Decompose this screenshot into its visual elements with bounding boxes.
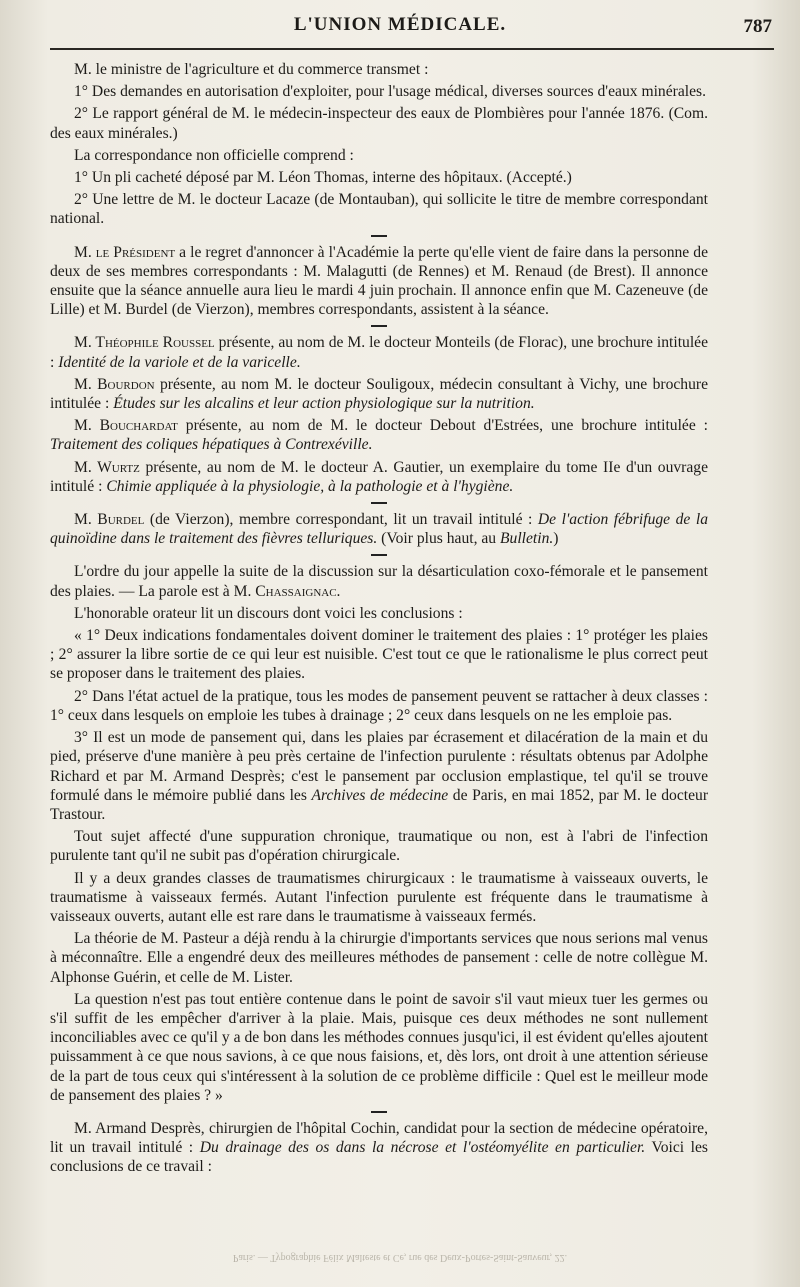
speaker-name: M. Wurtz	[74, 458, 140, 476]
paragraph	[50, 458, 708, 496]
paragraph	[50, 510, 708, 548]
reference-title: Bulletin.	[500, 530, 554, 548]
paragraph: 2° Le rapport général de M. le médecin-inspecteur des eaux de Plombières pour l'année 1876. (Com. des eaux minérales.)	[50, 105, 708, 142]
bleed-through-imprint: Paris. — Typographie Félix Malteste et Ce, rue des Deux-Portes-Saint-Sauveur, 22.	[232, 1252, 568, 1263]
paragraph-text: 3° Il est un mode de pansement qui, dans les plaies par écrasement et dilacération de la main et du pied, préserve d'une manière à peu près certaine de l'infection purulente : résultats obtenus par Adolphe Richard et par M. Armand Desprès; c'est le pansement par occlusion emplastique, tel qu'il se trouve formulé dans le mémoire publié dans les	[50, 729, 708, 804]
paragraph: La question n'est pas tout entière contenue dans le point de savoir s'il vaut mieux tuer les germes ou s'il suffit de les empêcher d'arriver à la plaie. Mais, puisque ces deux méthodes ne sont nullement inconciliables avec ce qu'il y a de bon dans les méthodes connues jusqu'ici, il est évident qu'elles ajoutent puissamment à ce que nous savions, à ce que nous faisions, et, dès lors, ont droit à une attention sérieuse de la part de tous ceux qui s'intéressent à la solution de ce problème difficile : Quel est le meilleur mode de pansement des plaies ? »	[50, 990, 708, 1104]
paragraph: La théorie de M. Pasteur a déjà rendu à la chirurgie d'importants services que nous serions mal venus à méconnaître. Elle a engendré deux des meilleures méthodes de pansement : celle de notre collègue M. Alphonse Guérin, et celle de M. Lister.	[50, 930, 708, 986]
paragraph: M. le ministre de l'agriculture et du commerce transmet :	[74, 61, 429, 78]
paragraph: 1° Un pli cacheté déposé par M. Léon Thomas, interne des hôpitaux. (Accepté.)	[74, 169, 572, 187]
journal-reference: Archives de médecine	[311, 786, 449, 804]
paragraph: 2° Une lettre de M. le docteur Lacaze (de Montauban), qui sollicite le titre de membre correspondant national.	[50, 191, 708, 228]
paragraph	[50, 562, 708, 600]
section-separator	[371, 325, 387, 327]
work-title: Chimie appliquée à la physiologie, à la pathologie et à l'hygiène.	[106, 477, 514, 495]
section-separator	[371, 502, 387, 504]
section-separator	[371, 235, 387, 237]
page-header	[0, 14, 800, 44]
paragraph: 1° Des demandes en autorisation d'exploiter, pour l'usage médical, diverses sources d'eaux minérales.	[74, 83, 706, 101]
paragraph: La correspondance non officielle comprend :	[74, 146, 354, 164]
paragraph-text: Voici les conclusions de ce travail :	[50, 1139, 708, 1176]
paragraph-text: de Paris, en mai 1852, par M. le docteur Trastour.	[50, 786, 709, 823]
paragraph-text: , chirurgien de l'hôpital Cochin, candidat pour la section de médecine opératoire, lit un travail intitulé :	[50, 1119, 708, 1157]
speaker-name: M. Bourdon	[74, 375, 155, 393]
speaker-name: M. le Président	[74, 243, 176, 261]
paragraph-text: )	[553, 530, 559, 548]
paragraph-text: (de Vierzon), membre correspondant, lit un travail intitulé :	[144, 511, 538, 529]
work-title: Traitement des coliques hépatiques à Contrexéville.	[50, 436, 373, 454]
paragraph-text: a le regret d'annoncer à l'Académie la perte qu'elle vient de faire dans la personne de deux de ses membres correspondants : M. Malagutti (de Rennes) et M. Renaud (de Brest). Il annonce ensuite que la séance annuelle aura lieu le mardi 4 juin prochain. Il annonce enfin que M. Cazeneuve (de Lille) et M. Burdel (de Vierzon), membres correspondants, assistent à la séance.	[50, 243, 708, 319]
speaker-name	[74, 1120, 201, 1137]
paragraph	[50, 243, 708, 320]
paragraph: Il y a deux grandes classes de traumatismes chirurgicaux : le traumatisme à vaisseaux ouverts, le traumatisme à vaisseaux fermés. Autant l'infection purulente est fréquente dans le traumatisme à vaisseaux ouverts, autant elle est rare dans le traumatisme à vaisseaux fermés.	[50, 869, 708, 925]
paragraph-text: présente, au nom de M. le docteur A. Gautier, un exemplaire du tome IIe d'un ouvrage intitulé :	[50, 458, 708, 495]
work-title: De l'action fébrifuge de la quinoïdine dans le traitement des fièvres telluriques.	[50, 511, 708, 548]
paragraph-text: présente, au nom de M. le docteur Debout d'Estrées, une brochure intitulée :	[177, 417, 708, 435]
paragraph-text: présente, au nom de M. le docteur Monteils (de Florac), une brochure intitulée :	[50, 334, 709, 371]
paragraph: 2° Dans l'état actuel de la pratique, tous les modes de pansement peuvent se rattacher à deux classes : 1° ceux dans lesquels on emploie les tubes à drainage ; 2° ceux dans lesquels on ne les emploie pas.	[50, 687, 708, 724]
paragraph-text: (Voir plus haut, au	[377, 530, 500, 548]
speaker-name: M. Bouchardat	[74, 417, 178, 435]
paragraph	[50, 1119, 708, 1177]
paragraph: Tout sujet affecté d'une suppuration chronique, traumatique ou non, est à l'abri de l'infection purulente tant qu'il ne subit pas d'opération chirurgicale.	[50, 828, 708, 865]
article-body	[50, 60, 708, 1180]
speaker-name-text: M. Armand Desprès	[74, 1119, 201, 1137]
journal-title: L'UNION MÉDICALE.	[293, 14, 507, 35]
section-separator	[371, 1111, 387, 1113]
work-title: Du drainage des os dans la nécrose et l'ostéomyélite en particulier.	[199, 1139, 646, 1157]
paragraph	[50, 416, 708, 454]
speaker-name: M. Théophile Roussel	[74, 334, 215, 352]
page-number: 787	[743, 16, 772, 37]
speaker-name: M. Burdel	[74, 511, 145, 529]
speaker-name: M. Chassaignac.	[233, 582, 341, 600]
section-separator	[371, 554, 387, 556]
paragraph	[50, 728, 708, 824]
paragraph-text: présente, au nom M. le docteur Souligoux, médecin consultant à Vichy, une brochure intitulée :	[50, 375, 708, 413]
header-rule	[50, 48, 774, 50]
work-title: Études sur les alcalins et leur action physiologique sur la nutrition.	[113, 395, 535, 413]
paragraph	[50, 375, 708, 413]
paragraph-text: L'ordre du jour appelle la suite de la discussion sur la désarticulation coxo-fémorale et le pansement des plaies. — La parole est à	[50, 563, 708, 600]
paragraph: L'honorable orateur lit un discours dont voici les conclusions :	[74, 604, 463, 622]
work-title: Identité de la variole et de la varicelle.	[58, 353, 301, 371]
paragraph	[50, 333, 708, 371]
paragraph: « 1° Deux indications fondamentales doivent dominer le traitement des plaies : 1° protéger les plaies ; 2° assurer la libre sortie de ce qui leur est nuisible. C'est tout ce que le rationalisme le plus correct peut se proposer dans le traitement des plaies.	[50, 627, 708, 683]
